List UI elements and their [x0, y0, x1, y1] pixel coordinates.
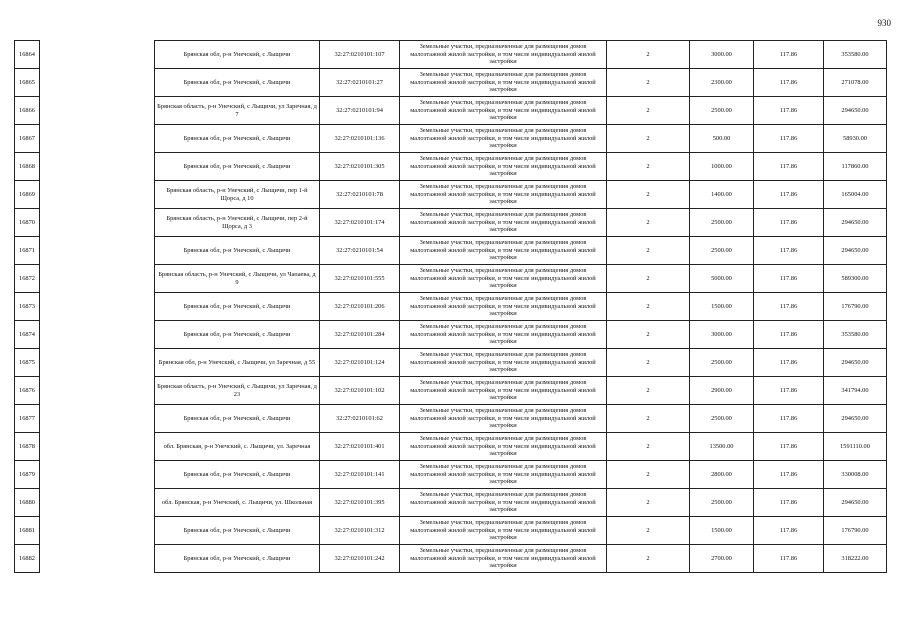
address-cell: обл. Брянская, р-н Унечский, с. Лыщичи, ул. Школьная: [155, 489, 320, 517]
row-number-cell: 16882: [15, 545, 40, 573]
area-cell: 2300.00: [690, 69, 754, 97]
address-cell: Брянская область, р-н Унечский, с Лыщичи, ул Чапаева, д 9: [155, 265, 320, 293]
table-row: [15, 433, 887, 461]
land-use-cell: Земельные участки, предназначенные для размещения домов малоэтажной жилой застройки, в том числе индивидуальной жилой застройки: [400, 293, 607, 321]
group-cell: 2: [607, 237, 690, 265]
address-cell: Брянская область, р-н Унечский, с Лыщичи, ул Заречная, д 23: [155, 377, 320, 405]
cadastral-number-cell: 32:27:0210101:136: [320, 125, 400, 153]
cadastral-value-cell: 589300.00: [824, 265, 887, 293]
cadastral-value-cell: 341794.00: [824, 377, 887, 405]
spacer-cell: [40, 153, 155, 181]
specific-value-cell: 117.86: [754, 97, 824, 125]
group-cell: 2: [607, 321, 690, 349]
spacer-cell: [40, 209, 155, 237]
spacer-cell: [40, 237, 155, 265]
spacer-cell: [40, 41, 155, 69]
land-use-cell: Земельные участки, предназначенные для размещения домов малоэтажной жилой застройки, в том числе индивидуальной жилой застройки: [400, 461, 607, 489]
cadastral-number-cell: 32:27:0210101:78: [320, 181, 400, 209]
table-row: [15, 209, 887, 237]
table-row: [15, 265, 887, 293]
table-row: [15, 377, 887, 405]
table-row: [15, 153, 887, 181]
cadastral-value-cell: 294650.00: [824, 349, 887, 377]
specific-value-cell: 117.86: [754, 377, 824, 405]
group-cell: 2: [607, 181, 690, 209]
group-cell: 2: [607, 545, 690, 573]
address-cell: Брянская обл, р-н Унечский, с Лыщичи: [155, 405, 320, 433]
cadastral-value-cell: 271078.00: [824, 69, 887, 97]
address-cell: Брянская обл, р-н Унечский, с Лыщичи: [155, 461, 320, 489]
address-cell: Брянская область, р-н Унечский, с Лыщичи, ул Заречная, д 7: [155, 97, 320, 125]
cadastral-number-cell: 32:27:0210101:102: [320, 377, 400, 405]
area-cell: 2500.00: [690, 97, 754, 125]
group-cell: 2: [607, 461, 690, 489]
cadastral-number-cell: 32:27:0210101:141: [320, 461, 400, 489]
land-use-cell: Земельные участки, предназначенные для размещения домов малоэтажной жилой застройки, в том числе индивидуальной жилой застройки: [400, 125, 607, 153]
table-body: [15, 41, 887, 573]
area-cell: 3000.00: [690, 41, 754, 69]
address-cell: Брянская область, р-н Унечский, с Лыщичи, пер 1-й Щорса, д 10: [155, 181, 320, 209]
row-number-cell: 16881: [15, 517, 40, 545]
cadastral-value-cell: 1591110.00: [824, 433, 887, 461]
row-number-cell: 16874: [15, 321, 40, 349]
land-use-cell: Земельные участки, предназначенные для размещения домов малоэтажной жилой застройки, в том числе индивидуальной жилой застройки: [400, 489, 607, 517]
group-cell: 2: [607, 293, 690, 321]
address-cell: Брянская обл, р-н Унечский, с Лыщичи: [155, 237, 320, 265]
cadastral-value-cell: 353580.00: [824, 41, 887, 69]
address-cell: Брянская обл, р-н Унечский, с Лыщичи: [155, 153, 320, 181]
specific-value-cell: 117.86: [754, 433, 824, 461]
cadastral-number-cell: 32:27:0210101:312: [320, 517, 400, 545]
table-row: [15, 405, 887, 433]
specific-value-cell: 117.86: [754, 461, 824, 489]
specific-value-cell: 117.86: [754, 181, 824, 209]
cadastral-value-table: [14, 40, 887, 573]
cadastral-value-cell: 58930.00: [824, 125, 887, 153]
row-number-cell: 16866: [15, 97, 40, 125]
cadastral-number-cell: 32:27:0210101:555: [320, 265, 400, 293]
address-cell: Брянская обл, р-н Унечский, с Лыщичи: [155, 321, 320, 349]
cadastral-value-cell: 117860.00: [824, 153, 887, 181]
area-cell: 1500.00: [690, 517, 754, 545]
land-use-cell: Земельные участки, предназначенные для размещения домов малоэтажной жилой застройки, в том числе индивидуальной жилой застройки: [400, 237, 607, 265]
group-cell: 2: [607, 405, 690, 433]
row-number-cell: 16868: [15, 153, 40, 181]
cadastral-value-cell: 294650.00: [824, 237, 887, 265]
spacer-cell: [40, 97, 155, 125]
row-number-cell: 16870: [15, 209, 40, 237]
address-cell: Брянская обл, р-н Унечский, с Лыщичи: [155, 545, 320, 573]
land-use-cell: Земельные участки, предназначенные для размещения домов малоэтажной жилой застройки, в том числе индивидуальной жилой застройки: [400, 153, 607, 181]
specific-value-cell: 117.86: [754, 153, 824, 181]
row-number-cell: 16864: [15, 41, 40, 69]
land-use-cell: Земельные участки, предназначенные для размещения домов малоэтажной жилой застройки, в том числе индивидуальной жилой застройки: [400, 433, 607, 461]
cadastral-value-cell: 176790.00: [824, 517, 887, 545]
land-use-cell: Земельные участки, предназначенные для размещения домов малоэтажной жилой застройки, в том числе индивидуальной жилой застройки: [400, 181, 607, 209]
group-cell: 2: [607, 153, 690, 181]
spacer-cell: [40, 321, 155, 349]
address-cell: обл. Брянская, р-н Унечский, с. Лыщичи, ул. Заречная: [155, 433, 320, 461]
spacer-cell: [40, 181, 155, 209]
cadastral-value-cell: 294650.00: [824, 489, 887, 517]
table-row: [15, 321, 887, 349]
spacer-cell: [40, 405, 155, 433]
specific-value-cell: 117.86: [754, 265, 824, 293]
row-number-cell: 16867: [15, 125, 40, 153]
cadastral-number-cell: 32:27:0210101:401: [320, 433, 400, 461]
table-row: [15, 237, 887, 265]
cadastral-number-cell: 32:27:0210101:94: [320, 97, 400, 125]
specific-value-cell: 117.86: [754, 209, 824, 237]
land-use-cell: Земельные участки, предназначенные для размещения домов малоэтажной жилой застройки, в том числе индивидуальной жилой застройки: [400, 209, 607, 237]
land-use-cell: Земельные участки, предназначенные для размещения домов малоэтажной жилой застройки, в том числе индивидуальной жилой застройки: [400, 97, 607, 125]
area-cell: 500.00: [690, 125, 754, 153]
specific-value-cell: 117.86: [754, 69, 824, 97]
spacer-cell: [40, 517, 155, 545]
area-cell: 1400.00: [690, 181, 754, 209]
address-cell: Брянская обл, р-н Унечский, с Лыщичи: [155, 293, 320, 321]
cadastral-value-cell: 330008.00: [824, 461, 887, 489]
specific-value-cell: 117.86: [754, 125, 824, 153]
cadastral-number-cell: 32:27:0210101:206: [320, 293, 400, 321]
specific-value-cell: 117.86: [754, 349, 824, 377]
cadastral-value-cell: 165004.00: [824, 181, 887, 209]
table-row: [15, 489, 887, 517]
area-cell: 2900.00: [690, 377, 754, 405]
spacer-cell: [40, 125, 155, 153]
cadastral-number-cell: 32:27:0210101:62: [320, 405, 400, 433]
row-number-cell: 16865: [15, 69, 40, 97]
specific-value-cell: 117.86: [754, 489, 824, 517]
area-cell: 2800.00: [690, 461, 754, 489]
specific-value-cell: 117.86: [754, 517, 824, 545]
spacer-cell: [40, 349, 155, 377]
spacer-cell: [40, 265, 155, 293]
table-row: [15, 181, 887, 209]
specific-value-cell: 117.86: [754, 293, 824, 321]
cadastral-value-cell: 176790.00: [824, 293, 887, 321]
group-cell: 2: [607, 69, 690, 97]
area-cell: 2500.00: [690, 237, 754, 265]
page-number: 930: [877, 18, 891, 28]
cadastral-number-cell: 32:27:0210101:242: [320, 545, 400, 573]
land-use-cell: Земельные участки, предназначенные для размещения домов малоэтажной жилой застройки, в том числе индивидуальной жилой застройки: [400, 545, 607, 573]
group-cell: 2: [607, 41, 690, 69]
row-number-cell: 16869: [15, 181, 40, 209]
address-cell: Брянская обл, р-н Унечский, с Лыщичи: [155, 125, 320, 153]
cadastral-value-cell: 294650.00: [824, 209, 887, 237]
land-use-cell: Земельные участки, предназначенные для размещения домов малоэтажной жилой застройки, в том числе индивидуальной жилой застройки: [400, 265, 607, 293]
specific-value-cell: 117.86: [754, 237, 824, 265]
specific-value-cell: 117.86: [754, 405, 824, 433]
cadastral-number-cell: 32:27:0210101:174: [320, 209, 400, 237]
area-cell: 2700.00: [690, 545, 754, 573]
spacer-cell: [40, 377, 155, 405]
table-row: [15, 461, 887, 489]
land-use-cell: Земельные участки, предназначенные для размещения домов малоэтажной жилой застройки, в том числе индивидуальной жилой застройки: [400, 517, 607, 545]
cadastral-value-cell: 294650.00: [824, 97, 887, 125]
row-number-cell: 16875: [15, 349, 40, 377]
spacer-cell: [40, 293, 155, 321]
cadastral-number-cell: 32:27:0210101:54: [320, 237, 400, 265]
land-use-cell: Земельные участки, предназначенные для размещения домов малоэтажной жилой застройки, в том числе индивидуальной жилой застройки: [400, 377, 607, 405]
address-cell: Брянская обл, р-н Унечский, с Лыщичи, ул Заречная, д 55: [155, 349, 320, 377]
group-cell: 2: [607, 265, 690, 293]
table-row: [15, 41, 887, 69]
spacer-cell: [40, 545, 155, 573]
cadastral-value-cell: 353580.00: [824, 321, 887, 349]
table-row: [15, 69, 887, 97]
spacer-cell: [40, 489, 155, 517]
row-number-cell: 16880: [15, 489, 40, 517]
cadastral-number-cell: 32:27:0210101:124: [320, 349, 400, 377]
cadastral-value-cell: 318222.00: [824, 545, 887, 573]
row-number-cell: 16879: [15, 461, 40, 489]
land-use-cell: Земельные участки, предназначенные для размещения домов малоэтажной жилой застройки, в том числе индивидуальной жилой застройки: [400, 321, 607, 349]
group-cell: 2: [607, 125, 690, 153]
cadastral-number-cell: 32:27:0210101:395: [320, 489, 400, 517]
row-number-cell: 16872: [15, 265, 40, 293]
land-use-cell: Земельные участки, предназначенные для размещения домов малоэтажной жилой застройки, в том числе индивидуальной жилой застройки: [400, 349, 607, 377]
cadastral-number-cell: 32:27:0210101:27: [320, 69, 400, 97]
group-cell: 2: [607, 517, 690, 545]
row-number-cell: 16878: [15, 433, 40, 461]
address-cell: Брянская обл, р-н Унечский, с Лыщичи: [155, 69, 320, 97]
group-cell: 2: [607, 489, 690, 517]
table-row: [15, 517, 887, 545]
area-cell: 1000.00: [690, 153, 754, 181]
land-use-cell: Земельные участки, предназначенные для размещения домов малоэтажной жилой застройки, в том числе индивидуальной жилой застройки: [400, 405, 607, 433]
area-cell: 2500.00: [690, 349, 754, 377]
area-cell: 2500.00: [690, 405, 754, 433]
address-cell: Брянская обл, р-н Унечский, с Лыщичи: [155, 517, 320, 545]
group-cell: 2: [607, 97, 690, 125]
cadastral-number-cell: 32:27:0210101:107: [320, 41, 400, 69]
spacer-cell: [40, 69, 155, 97]
row-number-cell: 16877: [15, 405, 40, 433]
area-cell: 3000.00: [690, 321, 754, 349]
land-use-cell: Земельные участки, предназначенные для размещения домов малоэтажной жилой застройки, в том числе индивидуальной жилой застройки: [400, 69, 607, 97]
spacer-cell: [40, 433, 155, 461]
row-number-cell: 16871: [15, 237, 40, 265]
cadastral-number-cell: 32:27:0210101:284: [320, 321, 400, 349]
group-cell: 2: [607, 433, 690, 461]
specific-value-cell: 117.86: [754, 545, 824, 573]
area-cell: 2500.00: [690, 209, 754, 237]
table-row: [15, 545, 887, 573]
row-number-cell: 16873: [15, 293, 40, 321]
table-row: [15, 97, 887, 125]
land-use-cell: Земельные участки, предназначенные для размещения домов малоэтажной жилой застройки, в том числе индивидуальной жилой застройки: [400, 41, 607, 69]
area-cell: 1500.00: [690, 293, 754, 321]
address-cell: Брянская обл, р-н Унечский, с Лыщичи: [155, 41, 320, 69]
cadastral-number-cell: 32:27:0210101:305: [320, 153, 400, 181]
specific-value-cell: 117.86: [754, 321, 824, 349]
group-cell: 2: [607, 377, 690, 405]
table-row: [15, 349, 887, 377]
group-cell: 2: [607, 349, 690, 377]
area-cell: 13500.00: [690, 433, 754, 461]
row-number-cell: 16876: [15, 377, 40, 405]
address-cell: Брянская область, р-н Унечский, с Лыщичи, пер 2-й Щорса, д 3: [155, 209, 320, 237]
table-row: [15, 125, 887, 153]
group-cell: 2: [607, 209, 690, 237]
specific-value-cell: 117.86: [754, 41, 824, 69]
table-row: [15, 293, 887, 321]
area-cell: 2500.00: [690, 489, 754, 517]
cadastral-value-cell: 294650.00: [824, 405, 887, 433]
area-cell: 5000.00: [690, 265, 754, 293]
spacer-cell: [40, 461, 155, 489]
